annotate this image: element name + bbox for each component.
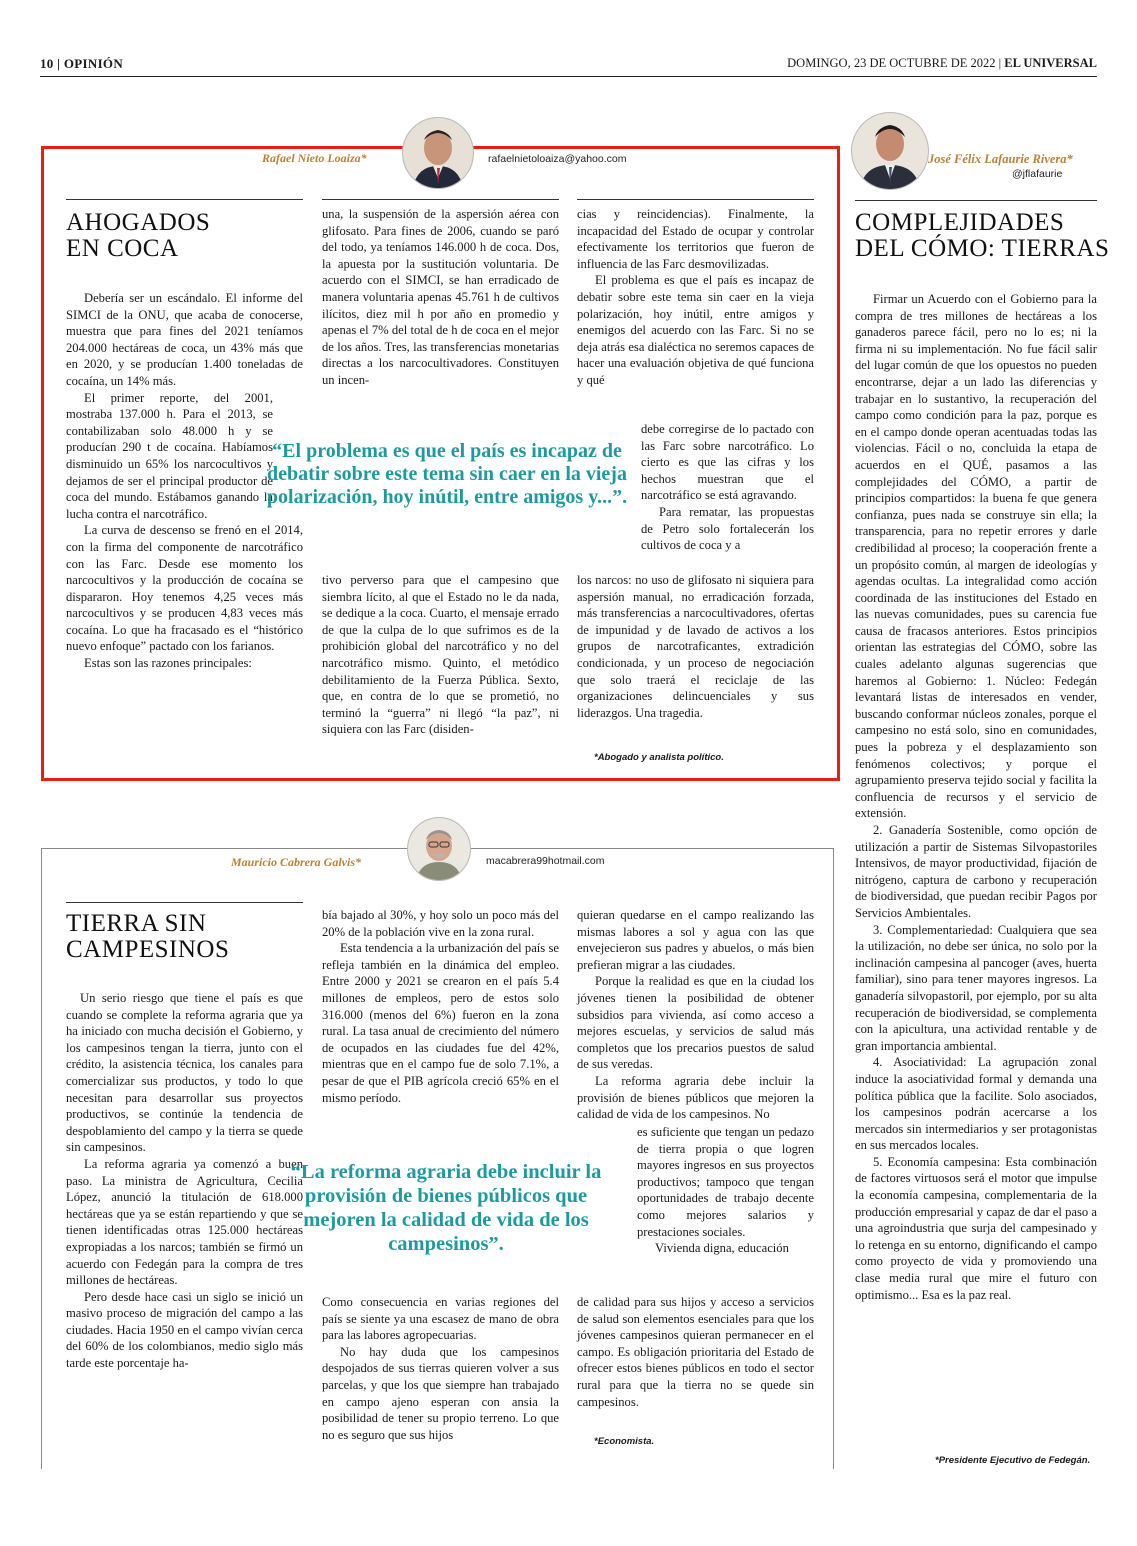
- header-date: DOMINGO, 23 DE OCTUBRE DE 2022: [787, 56, 996, 70]
- article-column-2-bottom: tivo perverso para que el campesino que siembra lícito, al que el Estado no le da nada, se dedique a la coca. Cuarto, el mensaje errado de que la culpa de lo que sufrimos es de la prohibición global del narcotráfico y no del narcotráfico mismo. Quinto, el metódico debilitamiento de la Fuerza Pública. Sexto, que, en contra de lo que se prometió, no terminó la “guerra” ni llegó “la paz”, ni siquiera con las Farc (disiden-: [322, 573, 559, 737]
- page-header: [40, 54, 1097, 77]
- title-rule: [855, 200, 1097, 201]
- author-handle[interactable]: @jflafaurie: [1012, 168, 1063, 180]
- article-column-2-top: bía bajado al 30%, y hoy solo un poco más del 20% de la población vive en la zona rural. Esta tendencia a la urbanización del país se refleja también en la dinámica del empleo. Entre 2000 y 2021 se crearon en el país 5.4 millones de empleos, pero de estos solo 316.000 (menos del 6%) fueron en la zona rural. La tasa anual de crecimiento del número de ocupados en las ciudades fue del 42%, mientras que en el campo fue de solo 7.1%, a pesar de que el PIB agrícola creció 65% en el mismo período.: [322, 908, 559, 1105]
- author-email[interactable]: rafaelnietoloaiza@yahoo.com: [488, 153, 627, 165]
- page-section: 10 | OPINIÓN: [40, 56, 124, 71]
- author-footnote: *Economista.: [594, 1436, 655, 1447]
- pull-quote: “El problema es que el país es incapaz de debatir sobre este tema sin caer en la vieja polarización, hoy inútil, entre amigos y...”.: [266, 440, 628, 508]
- article-column-right: Firmar un Acuerdo con el Gobierno para la compra de tres millones de hectáreas a los ganaderos parece fácil, pero no lo es; ni la firma ni su implementación. No fue fácil salir del lugar común de que los opuestos no pueden encontrarse, dejar a un lado las diferencias y trabajar en lo sustantivo, la recuperación del campo como condición para la paz, porque es en el campo donde operan acentuadas todas las violencias. Fácil o no, concluida la etapa de acuerdos en el QUÉ, pasamos a las complejidades del CÓMO, a partir de principios compartidos: la buena fe que genera confianza, pues nada se construye sin ella; la transparencia, para no repetir errores y darle credibilidad al proceso; la cooperación frente a un propósito común, al margen de ideologías y agendas ocultas. La integralidad como acción coordinada de las instituciones del Estado en las nuevas comunidades, pues su carencia fue causa de fracasos anteriores. Estos principios orientan las estrategias del CÓMO, sobre las cuales adelanto algunas sugerencias que haremos al Gobierno: 1. Núcleo: Fedegán levantará listas de interesados en vender, buscando conformar núcleos zonales, porque el campesino no está solo, sino en comunidades, pues la pobreza y el desplazamiento son fenómenos colectivos; y porque el agrupamiento preserva tejido social y facilita la confluencia de recursos y el servicio de extensión. 2. Ganadería Sostenible, como opción de utilización a partir de Sistemas Silvopastoriles Intensivos, de mayor productividad, fijación de nitrógeno, captura de carbono y recuperación de biodiversidad, que puedan recibir Pagos por Servicios Ambientales. 3. Complementariedad: Cualquiera que sea la utilización, no debe ser única, no solo por la inclinación campesina al pancoger (aves, huerta familiar), sino para tener mayores ingresos. La ganadería silvopastoril, por ejemplo, por su alta recuperación de biodiversidad, se complementa con la apicultura, una actividad rentable y de gran importancia ambiental. 4. Asociatividad: La agrupación zonal induce la asociatividad formal y demanda una política pública que la facilite. Solo asociados, los campesinos podrán acercarse a los mercados sin intermediarios y ser protagonistas en sus mercados locales. 5. Economía campesina: Esta combinación de factores virtuosos será el motor que impulse la economía campesina, complementaria de la producción empresarial y capaz de dar el paso a una agroindustria que surja del campesinado y lo retenga en su entorno, dignificando el campo como proyecto de vida y promoviendo una clase media rural que mire el futuro con optimismo... Esa es la paz real.: [855, 292, 1097, 1302]
- article-column-1: Debería ser un escándalo. El informe del SIMCI de la ONU, que acaba de conocerse, muestra que para fines del 2021 teníamos 204.000 hectáreas de coca, un 43% más que en 2020, y se producían 1.400 toneladas de cocaína, un 14% más. El primer reporte, del 2001, mostraba 137.000 h. Para el 2013, se contabilizaban solo 48.000 h y se producían 290 t de cocaína. Habíamos disminuido un 65% los narcocultivos y dejamos de ser el principal productor de coca del mundo. Estábamos ganando la lucha contra el narcotráfico. La curva de descenso se frenó en el 2014, con la firma del componente de narcotráfico con las Farc. Desde ese momento los narcocultivos y la producción de cocaína se dispararon. Hoy tenemos 4,25 veces más narcocultivos y se producen 4,83 veces más cocaína. Lo que ha fracasado es el “histórico nuevo enfoque” pactado con los farianos. Estas son las razones principales:: [66, 291, 303, 671]
- article-column-2-bottom: Como consecuencia en varias regiones del país se siente ya una escasez de mano de obra para las labores agropecuarias. No hay duda que los campesinos despojados de sus tierras quieren volver a sus parcelas, y que los que siempre han trabajado en campo ajeno esperan con ansia la posibilidad de tener su propio terreno. Lo que no es seguro que sus hijos: [322, 1295, 559, 1442]
- article-column-3-narrow: es suficiente que tengan un pedazo de tierra propia o que logren mayores ingresos en sus proyectos productivos; tampoco que tengan oportunidades de trabajo decente como mejores salarios y prestaciones sociales. Vivienda digna, educación: [637, 1125, 814, 1256]
- author-name: José Félix Lafaurie Rivera*: [928, 152, 1073, 166]
- article-title: COMPLEJIDADES DEL CÓMO: TIERRAS: [855, 209, 1110, 262]
- author-photo-cabrera: [407, 817, 471, 881]
- article-column-3: cias y reincidencias). Finalmente, la incapacidad del Estado de ocupar y controlar efectivamente los territorios que fueron de influencia de las Farc desmovilizadas. El problema es que el país es incapaz de debatir sobre este tema sin caer en la vieja polarización, hoy inútil, entre amigos y enemigos del acuerdo con las Farc. Si no se deja atrás esa dialéctica no seremos capaces de hacer una evaluación objetiva de qué funciona y qué: [577, 207, 814, 387]
- header-paper: EL UNIVERSAL: [1004, 56, 1097, 70]
- article-column-3-bottom: de calidad para sus hijos y acceso a servicios de salud son elementos esenciales para que los jóvenes campesinos quieran permanecer en el campo. Es obligación prioritaria del Estado de ofrecer estos bienes públicos en todo el sector rural para que la tierra no se quede sin campesinos.: [577, 1295, 814, 1409]
- article-column-3-narrow: debe corregirse de lo pactado con las Farc sobre narcotráfico. Lo cierto es que las cifras y los hechos muestran que el narcotráfico se está agravando. Para rematar, las propuestas de Petro solo fortalecerán los cultivos de coca y a: [641, 422, 814, 553]
- title-rule: [66, 902, 303, 903]
- title-rule: [66, 199, 303, 200]
- author-photo-nieto: [402, 117, 474, 189]
- author-email[interactable]: macabrera99hotmail.com: [486, 855, 605, 867]
- article-column-1: Un serio riesgo que tiene el país es que cuando se complete la reforma agraria que ya ha iniciado con mucha decisión el Gobierno, y los campesinos tengan la tierra, junto con el crédito, la asistencia técnica, los canales para comercializar sus productos, y todo lo que necesitan para desarrollar sus proyectos productivos, se continúe la tendencia de despoblamiento del campo y la tierra se quede sin campesinos. La reforma agraria ya comenzó a buen paso. La ministra de Agricultura, Cecilia López, anunció la titulación de 618.000 hectáreas que ya se están repartiendo y que se tienen identificadas otras 125.000 hectáreas expropiadas a los narcos; también se firmó un acuerdo con Fedegán para la compra de tres millones de hectáreas. Pero desde hace casi un siglo se inició un masivo proceso de migración del campo a las ciudades. Hacia 1950 en el campo vivían cerca del 60% de los colombianos, medio siglo más tarde este porcentaje ha-: [66, 991, 303, 1371]
- title-rule: [322, 199, 559, 200]
- author-footnote: *Presidente Ejecutivo de Fedegán.: [935, 1455, 1091, 1466]
- author-name: Mauricio Cabrera Galvis*: [231, 855, 362, 869]
- article-column-3: quieran quedarse en el campo realizando las mismas labores a sol y agua con las que envejecieron sus padres y abuelos, o más bien prefieran migrar a las ciudades. Porque la realidad es que en la ciudad los jóvenes tienen la posibilidad de obtener subsidios para vivienda, así como acceso a mejores escuelas, y servicios de salud más completos que los precarios puestos de salud de sus veredas. La reforma agraria debe incluir la provisión de bienes públicos que mejoren la calidad de vida de los campesinos. No: [577, 908, 814, 1122]
- author-photo-lafaurie: [851, 112, 929, 190]
- article-title: AHOGADOS EN COCA: [66, 209, 211, 262]
- header-date-paper: DOMINGO, 23 DE OCTUBRE DE 2022 | EL UNIVERSAL: [787, 56, 1097, 70]
- author-name: Rafael Nieto Loaiza*: [262, 151, 367, 165]
- title-rule: [577, 199, 814, 200]
- article-column-2-top: una, la suspensión de la aspersión aérea con glifosato. Para fines de 2006, cuando se paró del todo, ya teníamos 146.000 h de coca. Dos, la apuesta por la sustitución voluntaria. De acuerdo con el SIMCI, se han erradicado de manera voluntaria apenas 45.761 h de cultivos ilícitos, diez mil h por año en promedio y apenas el 7% del total de h de coca en el mejor de los años. Tres, las transferencias monetarias directas a los narcocultivadores. Constituyen un incen-: [322, 207, 559, 387]
- article-column-3-bottom: los narcos: no uso de glifosato ni siquiera para aspersión manual, no erradicación forzada, más transferencias a narcocultivadores, ofertas de impunidad y de lavado de activos a los grupos de narcotraficantes, extradición condicionada, y un proceso de negociación que solo traerá el reciclaje de las organizaciones delincuenciales y sus liderazgos. Una tragedia.: [577, 573, 814, 720]
- pull-quote: “La reforma agraria debe incluir la provisión de bienes públicos que mejoren la calidad de vida de los campesinos”.: [290, 1161, 602, 1255]
- article-title: TIERRA SIN CAMPESINOS: [66, 910, 230, 963]
- author-footnote: *Abogado y analista político.: [594, 752, 724, 763]
